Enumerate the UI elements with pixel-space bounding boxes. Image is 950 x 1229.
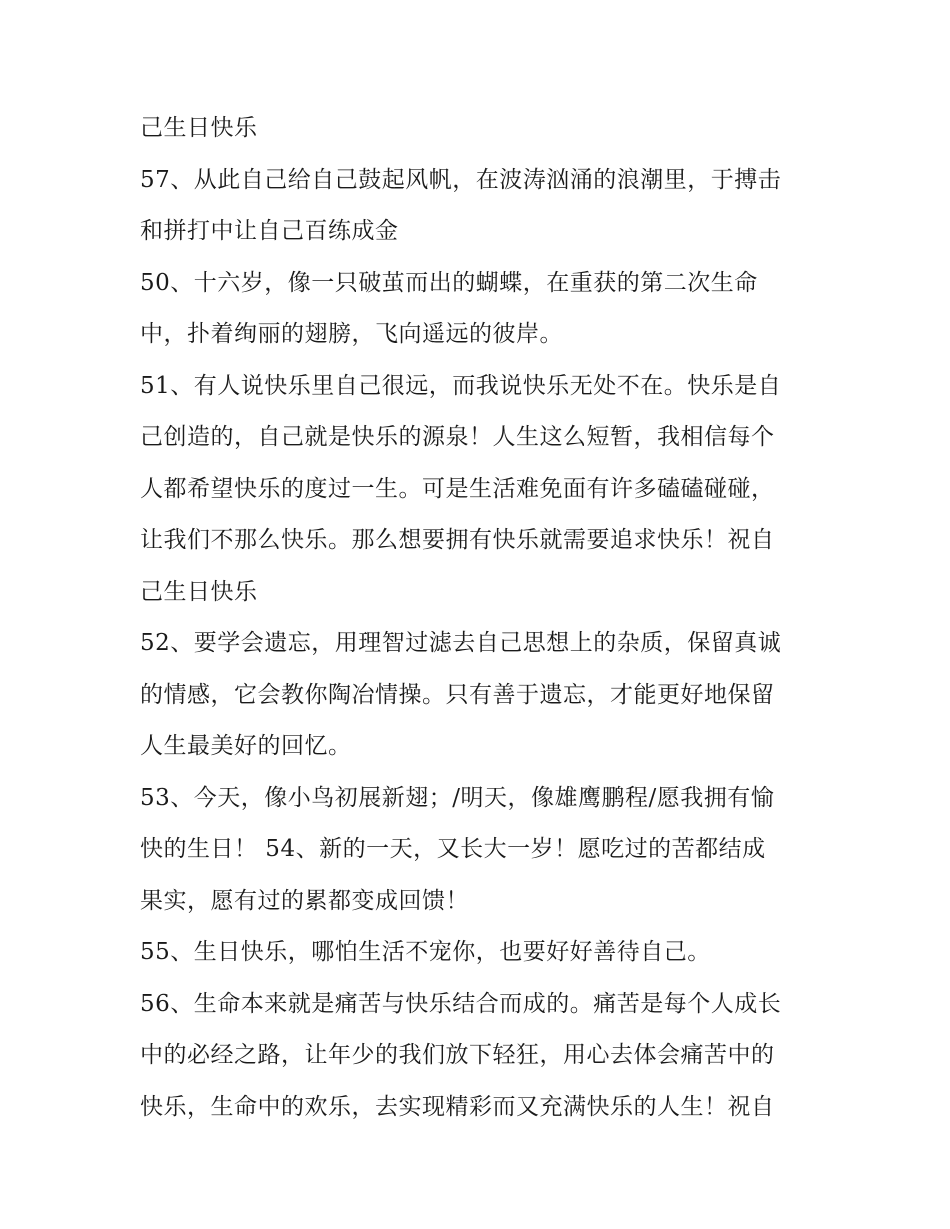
text-line: 53、今天，像小鸟初展新翅；/明天，像雄鹰鹏程/愿我拥有愉 — [140, 784, 775, 811]
text-line: 己生日快乐 — [140, 115, 258, 141]
document-body — [140, 103, 830, 1133]
text-line: 快乐，生命中的欢乐，去实现精彩而又充满快乐的人生！祝自 — [140, 1093, 775, 1120]
text-line: 57、从此自己给自己鼓起风帆，在波涛汹涌的浪潮里，于搏击 — [140, 166, 782, 193]
text-line: 己生日快乐 — [140, 578, 258, 605]
text-line: 55、生日快乐，哪怕生活不宠你，也要好好善待自己。 — [140, 939, 711, 965]
text-line: 己创造的，自己就是快乐的源泉！人生这么短暂，我相信每个 — [140, 424, 775, 450]
text-line: 让我们不那么快乐。那么想要拥有快乐就需要追求快乐！祝自 — [140, 527, 775, 553]
text-line: 52、要学会遗忘，用理智过滤去自己思想上的杂质，保留真诚 — [140, 630, 782, 656]
text-line: 和拼打中让自己百练成金 — [140, 218, 399, 244]
text-line: 50、十六岁，像一只破茧而出的蝴蝶，在重获的第二次生命 — [140, 269, 758, 296]
text-line: 人生最美好的回忆。 — [140, 733, 352, 759]
text-line: 中，扑着绚丽的翅膀，飞向遥远的彼岸。 — [140, 321, 563, 347]
text-line: 56、生命本来就是痛苦与快乐结合而成的。痛苦是每个人成长 — [140, 990, 782, 1017]
text-line: 快的生日！ 54、新的一天，又长大一岁！愿吃过的苦都结成 — [140, 836, 766, 862]
text-line: 中的必经之路，让年少的我们放下轻狂，用心去体会痛苦中的 — [140, 1042, 775, 1068]
text-line: 51、有人说快乐里自己很远，而我说快乐无处不在。快乐是自 — [140, 372, 782, 399]
text-line: 果实，愿有过的累都变成回馈！ — [140, 887, 469, 914]
text-line: 人都希望快乐的度过一生。可是生活难免面有许多磕磕碰碰， — [140, 475, 775, 502]
text-line: 的情感，它会教你陶冶情操。只有善于遗忘，才能更好地保留 — [140, 681, 775, 708]
